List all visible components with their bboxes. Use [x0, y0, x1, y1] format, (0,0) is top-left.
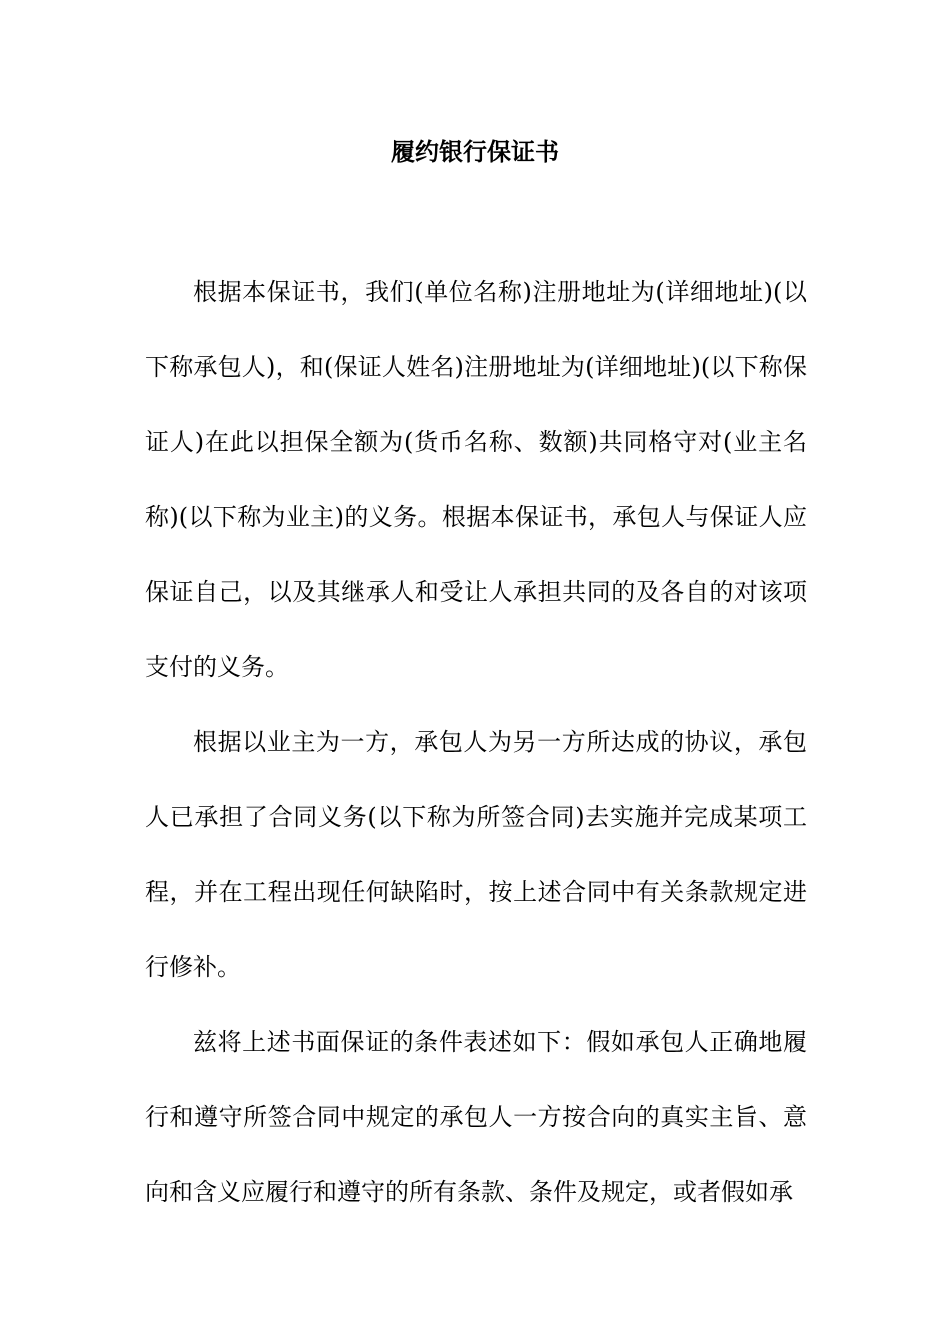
- document-title: 履约银行保证书: [391, 138, 559, 166]
- paragraph-contract-obligation: 根据以业主为一方，承包人为另一方所达成的协议，承包人已承担了合同义务(以下称为所签合同)去实施并完成某项工程，并在工程出现任何缺陷时，按上述合同中有关条款规定进行修补。: [145, 728, 807, 981]
- document-body: [145, 255, 807, 1230]
- paragraph-guarantee-parties: 根据本保证书，我们(单位名称)注册地址为(详细地址)(以下称承包人)，和(保证人姓名)注册地址为(详细地址)(以下称保证人)在此以担保全额为(货币名称、数额)共同格守对(业主名称)(以下称为业主)的义务。根据本保证书，承包人与保证人应保证自己，以及其继承人和受让人承担共同的及各自的对该项支付的义务。: [145, 278, 807, 681]
- paragraph-conditions: 兹将上述书面保证的条件表述如下：假如承包人正确地履行和遵守所签合同中规定的承包人一方按合向的真实主旨、意向和含义应履行和遵守的所有条款、条件及规定，或者假如承: [145, 1028, 807, 1206]
